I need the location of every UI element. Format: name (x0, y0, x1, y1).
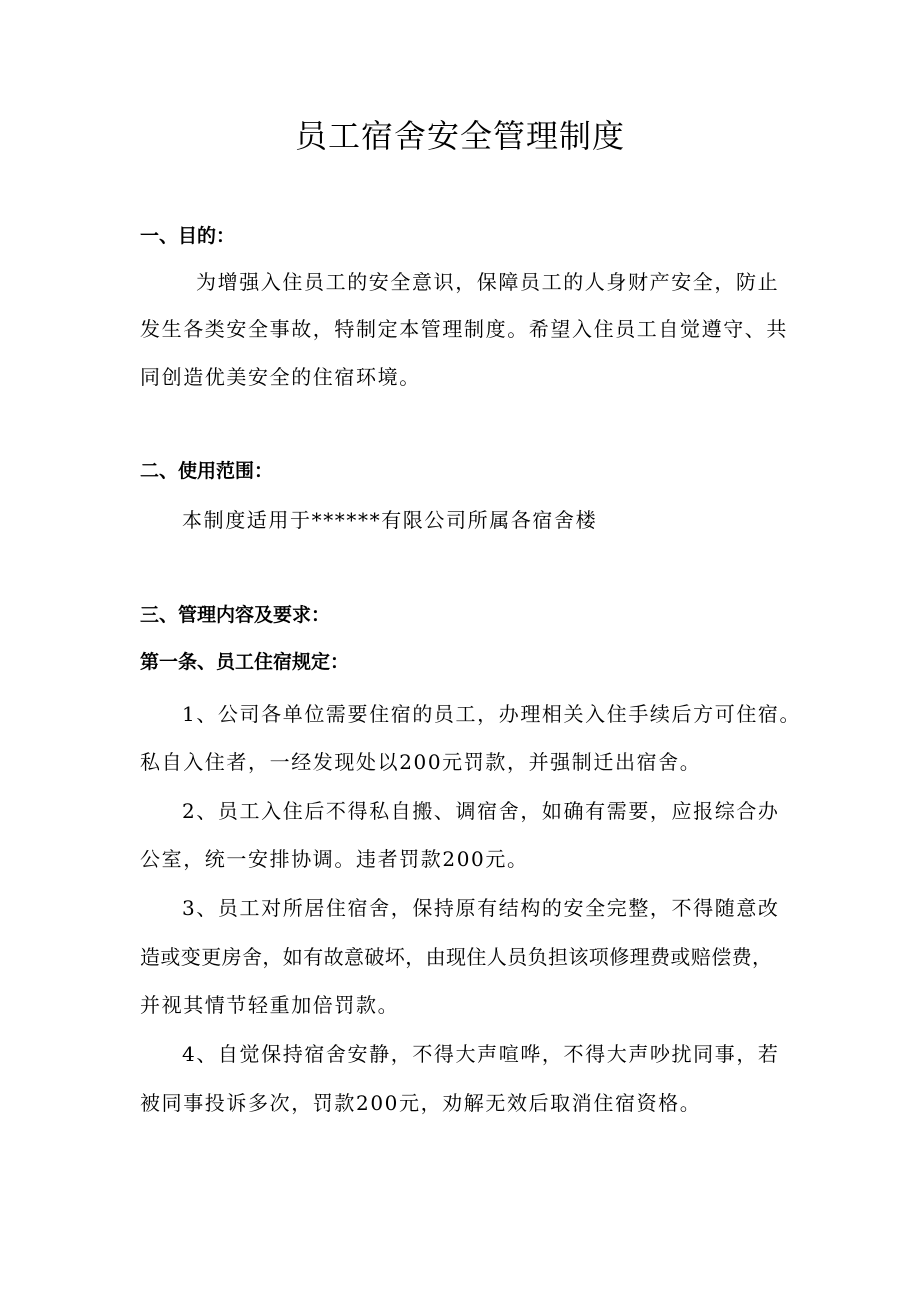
section-management-heading: 三、管理内容及要求： (140, 604, 331, 626)
scope-text: 本制度适用于******有限公司所属各宿舍楼 (182, 508, 598, 532)
section-purpose-heading: 一、目的： (140, 225, 236, 247)
article-1-heading: 第一条、员工住宿规定： (140, 651, 350, 673)
rule-3-line-1: 3、员工对所居住宿舍，保持原有结构的安全完整，不得随意改 (182, 896, 780, 920)
rule-2-line-2: 公室，统一安排协调。违者罚款200元。 (140, 847, 529, 871)
rule-1-line-2: 私自入住者，一经发现处以200元罚款，并强制迁出宿舍。 (140, 750, 702, 774)
section-scope-heading: 二、使用范围： (140, 460, 274, 482)
rule-3-line-2: 造或变更房舍，如有故意破坏，由现住人员负担该项修理费或赔偿费， (140, 945, 773, 969)
rule-4-line-1: 4、自觉保持宿舍安静，不得大声喧哗，不得大声吵扰同事，若 (182, 1042, 780, 1066)
purpose-line-2: 发生各类安全事故，特制定本管理制度。希望入住员工自觉遵守、共 (140, 317, 788, 341)
rule-2-line-1: 2、员工入住后不得私自搬、调宿舍，如确有需要，应报综合办 (182, 799, 780, 823)
rule-4-line-2: 被同事投诉多次，罚款200元，劝解无效后取消住宿资格。 (140, 1091, 702, 1115)
document-title: 员工宿舍安全管理制度 (294, 117, 625, 155)
purpose-line-3: 同创造优美安全的住宿环境。 (140, 365, 421, 389)
purpose-line-1: 为增强入住员工的安全意识，保障员工的人身财产安全，防止 (196, 270, 780, 294)
rule-1-line-1: 1、公司各单位需要住宿的员工，办理相关入住手续后方可住宿。 (182, 702, 802, 726)
rule-3-line-3: 并视其情节轻重加倍罚款。 (140, 993, 400, 1017)
